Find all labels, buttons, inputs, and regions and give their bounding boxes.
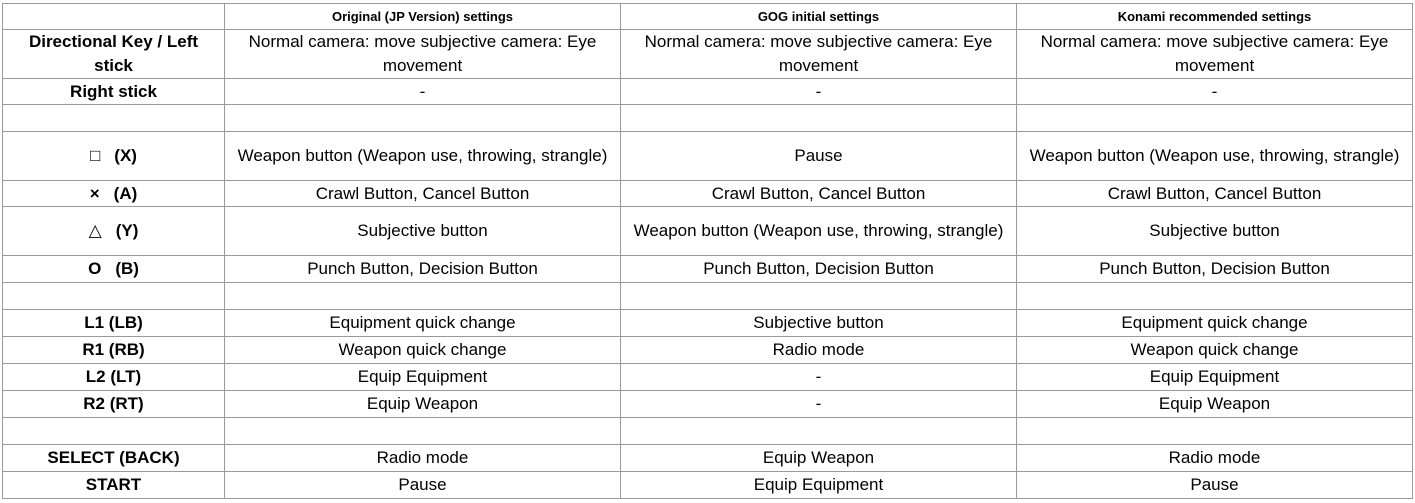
table-cell: Pause (225, 472, 621, 499)
table-cell: Equip Weapon (1017, 391, 1413, 418)
row-label (3, 391, 225, 418)
table-cell: Equipment quick change (225, 310, 621, 337)
table-row (3, 256, 1413, 283)
table-row (3, 79, 1413, 105)
row-label-text: (B) (115, 259, 139, 278)
table-cell: Subjective button (1017, 207, 1413, 256)
table-cell: Punch Button, Decision Button (225, 256, 621, 283)
row-label (3, 472, 225, 499)
table-cell: Punch Button, Decision Button (1017, 256, 1413, 283)
table-row (3, 364, 1413, 391)
row-label (3, 105, 225, 132)
row-label (3, 256, 225, 283)
table-row (3, 445, 1413, 472)
row-label (3, 181, 225, 207)
table-cell (225, 418, 621, 445)
row-label-text: R2 (RT) (83, 394, 144, 413)
header-original: Original (JP Version) settings (225, 4, 621, 30)
row-label (3, 207, 225, 256)
table-cell: Equip Equipment (225, 364, 621, 391)
button-symbol-icon: × (89, 183, 100, 203)
table-cell: - (621, 79, 1017, 105)
table-cell: Pause (621, 132, 1017, 181)
table-cell: Weapon button (Weapon use, throwing, strangle) (225, 132, 621, 181)
table-cell: Equip Weapon (621, 445, 1017, 472)
table-cell: Equip Weapon (225, 391, 621, 418)
table-cell: Weapon quick change (225, 337, 621, 364)
table-row (3, 30, 1413, 79)
row-label-text: L2 (LT) (85, 367, 142, 386)
button-symbol-icon: △ (88, 221, 102, 240)
row-label-text: L1 (LB) (84, 313, 143, 332)
header-row (3, 4, 1413, 30)
table-cell (621, 105, 1017, 132)
header-gog: GOG initial settings (621, 4, 1017, 30)
table-cell: Subjective button (225, 207, 621, 256)
table-row (3, 337, 1413, 364)
table-cell (1017, 418, 1413, 445)
table-cell (1017, 283, 1413, 310)
table-cell: Equip Equipment (1017, 364, 1413, 391)
table-row (3, 207, 1413, 256)
table-cell (225, 105, 621, 132)
table-cell: Normal camera: move subjective camera: Eye movement (621, 30, 1017, 79)
header-konami: Konami recommended settings (1017, 4, 1413, 30)
row-label (3, 283, 225, 310)
table-cell: - (621, 391, 1017, 418)
table-cell: - (621, 364, 1017, 391)
table-cell: Crawl Button, Cancel Button (621, 181, 1017, 207)
table-row (3, 310, 1413, 337)
header-blank (3, 4, 225, 30)
row-label-text: (X) (114, 146, 137, 165)
row-label-text: (Y) (115, 221, 139, 240)
row-label-text: (A) (113, 183, 138, 203)
table-row (3, 391, 1413, 418)
row-label (3, 364, 225, 391)
table-cell: Subjective button (621, 310, 1017, 337)
table-cell (1017, 105, 1413, 132)
table-cell: Weapon button (Weapon use, throwing, strangle) (621, 207, 1017, 256)
controller-settings-table (2, 3, 1413, 499)
row-label (3, 337, 225, 364)
row-label-text: SELECT (BACK) (47, 448, 180, 467)
row-label-text: R1 (RB) (82, 340, 145, 359)
table-cell (621, 283, 1017, 310)
row-label (3, 418, 225, 445)
table-cell (225, 283, 621, 310)
row-label-text: Directional Key / Left stick (28, 32, 199, 75)
row-label-text: START (85, 475, 142, 494)
table-cell: - (225, 79, 621, 105)
row-label (3, 310, 225, 337)
table-cell: Crawl Button, Cancel Button (225, 181, 621, 207)
table-row (3, 105, 1413, 132)
table-cell: Weapon quick change (1017, 337, 1413, 364)
table-row (3, 132, 1413, 181)
table-cell: - (1017, 79, 1413, 105)
table-cell: Radio mode (225, 445, 621, 472)
row-label-text: Right stick (70, 81, 157, 101)
table-cell: Punch Button, Decision Button (621, 256, 1017, 283)
table-row (3, 472, 1413, 499)
table-cell: Normal camera: move subjective camera: Eye movement (225, 30, 621, 79)
table-cell: Equip Equipment (621, 472, 1017, 499)
table-row (3, 181, 1413, 207)
row-label (3, 132, 225, 181)
table-cell: Crawl Button, Cancel Button (1017, 181, 1413, 207)
button-symbol-icon: O (88, 259, 102, 278)
row-label (3, 445, 225, 472)
table-row (3, 283, 1413, 310)
table-cell: Weapon button (Weapon use, throwing, strangle) (1017, 132, 1413, 181)
table-cell: Radio mode (1017, 445, 1413, 472)
table-cell (621, 418, 1017, 445)
row-label (3, 79, 225, 105)
row-label (3, 30, 225, 79)
table-cell: Radio mode (621, 337, 1017, 364)
table-cell: Normal camera: move subjective camera: Eye movement (1017, 30, 1413, 79)
button-symbol-icon: □ (90, 146, 101, 165)
table-cell: Equipment quick change (1017, 310, 1413, 337)
table-row (3, 418, 1413, 445)
table-cell: Pause (1017, 472, 1413, 499)
